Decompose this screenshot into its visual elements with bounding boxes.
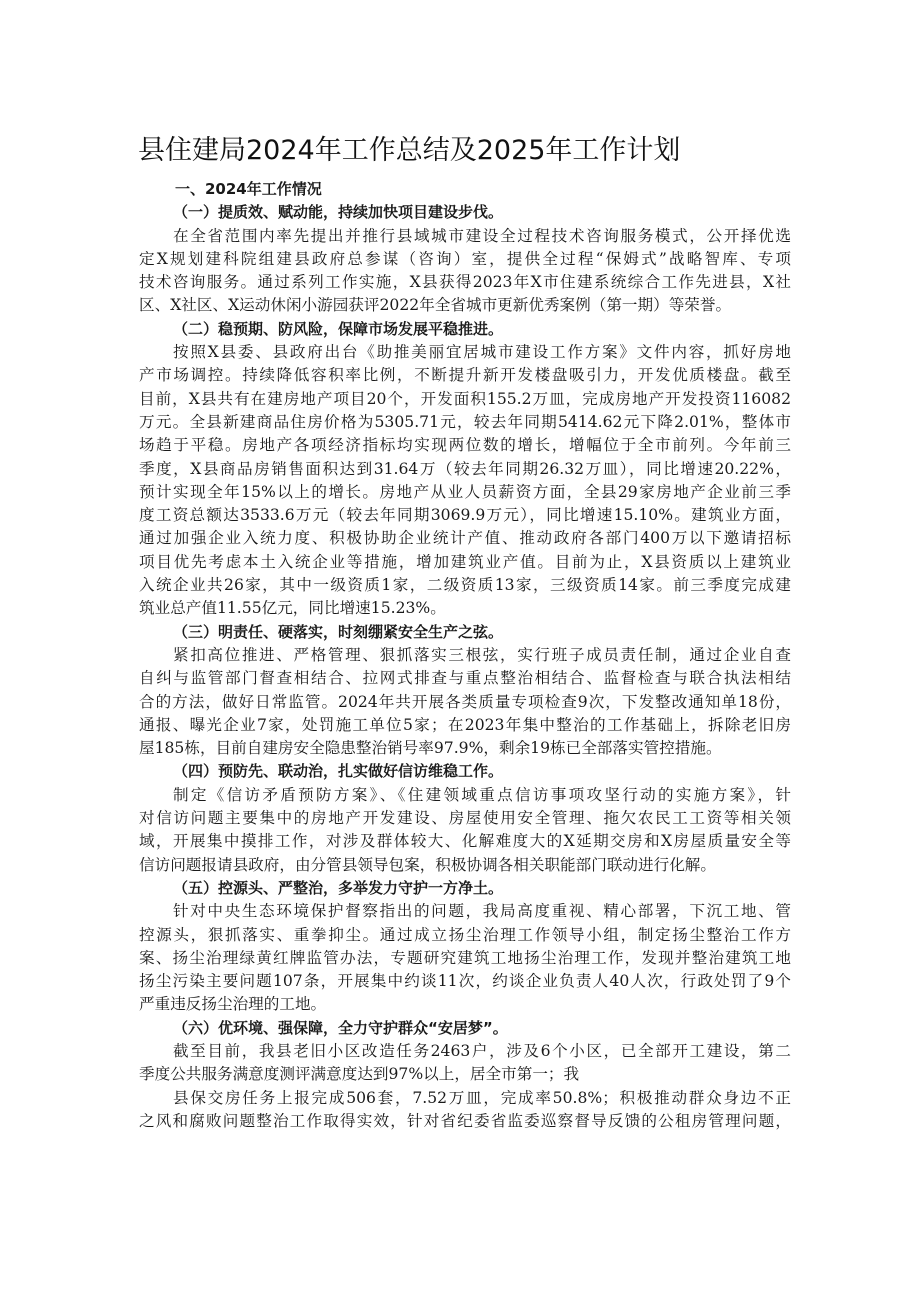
paragraph-line: 自纠与监管部门督查相结合、拉网式排查与重点整治相结合、监督检查与联合执法相结: [139, 669, 791, 688]
section-heading: （二）稳预期、防风险，保障市场发展平稳推进。: [173, 319, 504, 338]
section-heading: （一）提质效、赋动能，持续加快项目建设步伐。: [173, 203, 504, 222]
paragraph-line: 信访问题报请县政府，由分管县领导包案，积极协调各相关职能部门联动进行化解。: [139, 855, 716, 874]
paragraph-line: 严重违反扬尘治理的工地。: [139, 995, 327, 1014]
paragraph-line: 屋185栋，目前自建房安全隐患整治销号率97.9%，剩余19栋已全部落实管控措施。: [139, 739, 722, 758]
document-body: [139, 178, 791, 1133]
paragraph-line: 定X规划建科院组建县政府总参谋（咨询）室，提供全过程“保姆式”战略智库、专项: [139, 249, 791, 268]
section-heading: （五）控源头、严整治，多举发力守护一方净土。: [173, 878, 504, 897]
paragraph-line: 入统企业共26家，其中一级资质1家，二级资质13家，三级资质14家。前三季度完成建: [139, 576, 791, 595]
paragraph-line: 之风和腐败问题整治工作取得实效，针对省纪委省监委巡察督导反馈的公租房管理问题，: [139, 1111, 791, 1130]
paragraph-line: 目前，X县共有在建房地产项目20个，开发面积155.2万皿，完成房地产开发投资116082: [139, 389, 791, 408]
paragraph-line: 通报、曝光企业7家，处罚施工单位5家；在2023年集中整治的工作基础上，拆除老旧房: [139, 715, 791, 734]
section-heading: 一、2024年工作情况: [175, 180, 322, 198]
paragraph-line: 案、扬尘治理绿黄红牌监管办法，专题研究建筑工地扬尘治理工作，发现并整治建筑工地: [139, 948, 791, 967]
section-heading: （六）优环境、强保障，全力守护群众“安居梦”。: [173, 1018, 508, 1037]
paragraph-line: 合的方法，做好日常监管。2024年共开展各类质量专项检查9次，下发整改通知单18份，: [139, 692, 791, 711]
paragraph-line: 项目优先考虑本土入统企业等措施，增加建筑业产值。目前为止，X县资质以上建筑业: [139, 552, 791, 571]
paragraph-line: 在全省范围内率先提出并推行县域城市建设全过程技术咨询服务模式，公开择优选: [173, 226, 791, 245]
paragraph-line: 针对中央生态环境保护督察指出的问题，我局高度重视、精心部署，下沉工地、管: [173, 902, 791, 921]
section-heading: （三）明责任、硬落实，时刻绷紧安全生产之弦。: [173, 622, 504, 641]
paragraph-line: 域，开展集中摸排工作，对涉及群体较大、化解难度大的X延期交房和X房屋质量安全等: [139, 832, 791, 851]
paragraph-line: 扬尘污染主要问题107条，开展集中约谈11次，约谈企业负责人40人次，行政处罚了9个: [139, 972, 791, 991]
paragraph-line: 制定《信访矛盾预防方案》、《住建领域重点信访事项攻坚行动的实施方案》，针: [173, 785, 791, 804]
paragraph-line: 技术咨询服务。通过系列工作实施，X县获得2023年X市住建系统综合工作先进县，X社: [139, 273, 791, 292]
paragraph-line: 季度公共服务满意度测评满意度达到97%以上，居全市第一；我: [139, 1065, 580, 1084]
document-title: 县住建局2024年工作总结及2025年工作计划: [138, 135, 681, 166]
paragraph-line: 筑业总产值11.55亿元，同比增速15.23%。: [139, 599, 446, 618]
paragraph-line: 按照X县委、县政府出台《助推美丽宜居城市建设工作方案》文件内容，抓好房地: [173, 343, 791, 362]
paragraph-line: 县保交房任务上报完成506套，7.52万皿，完成率50.8%；积极推动群众身边不正: [173, 1088, 791, 1107]
paragraph-line: 区、X社区、X运动休闲小游园获评2022年全省城市更新优秀案例（第一期）等荣誉。: [139, 296, 732, 315]
paragraph-line: 控源头，狠抓落实、重拳抑尘。通过成立扬尘治理工作领导小组，制定扬尘整治工作方: [139, 925, 791, 944]
paragraph-line: 预计实现全年15%以上的增长。房地产从业人员薪资方面，全县29家房地产企业前三季: [139, 482, 791, 501]
paragraph-line: 季度，X县商品房销售面积达到31.64万（较去年同期26.32万皿），同比增速20.22%，: [139, 459, 791, 478]
paragraph-line: 万元。全县新建商品住房价格为5305.71元，较去年同期5414.62元下降2.01%，整体市: [139, 412, 791, 431]
paragraph-line: 对信访问题主要集中的房地产开发建设、房屋使用安全管理、拖欠农民工工资等相关领: [139, 809, 791, 828]
paragraph-line: 紧扣高位推进、严格管理、狠抓落实三根弦，实行班子成员责任制，通过企业自查: [173, 645, 791, 664]
section-heading: （四）预防先、联动治，扎实做好信访维稳工作。: [173, 762, 504, 781]
paragraph-line: 截至目前，我县老旧小区改造任务2463户，涉及6个小区，已全部开工建设，第二: [173, 1041, 791, 1060]
paragraph-line: 度工资总额达3533.6万元（较去年同期3069.9万元），同比增速15.10%。建筑业方面，: [139, 506, 791, 525]
paragraph-line: 产市场调控。持续降低容积率比例，不断提升新开发楼盘吸引力，开发优质楼盘。截至: [139, 366, 791, 385]
paragraph-line: 通过加强企业入统力度、积极协助企业统计产值、推动政府各部门400万以下邀请招标: [139, 529, 791, 548]
paragraph-line: 场趋于平稳。房地产各项经济指标均实现两位数的增长，增幅位于全市前列。今年前三: [139, 436, 791, 455]
